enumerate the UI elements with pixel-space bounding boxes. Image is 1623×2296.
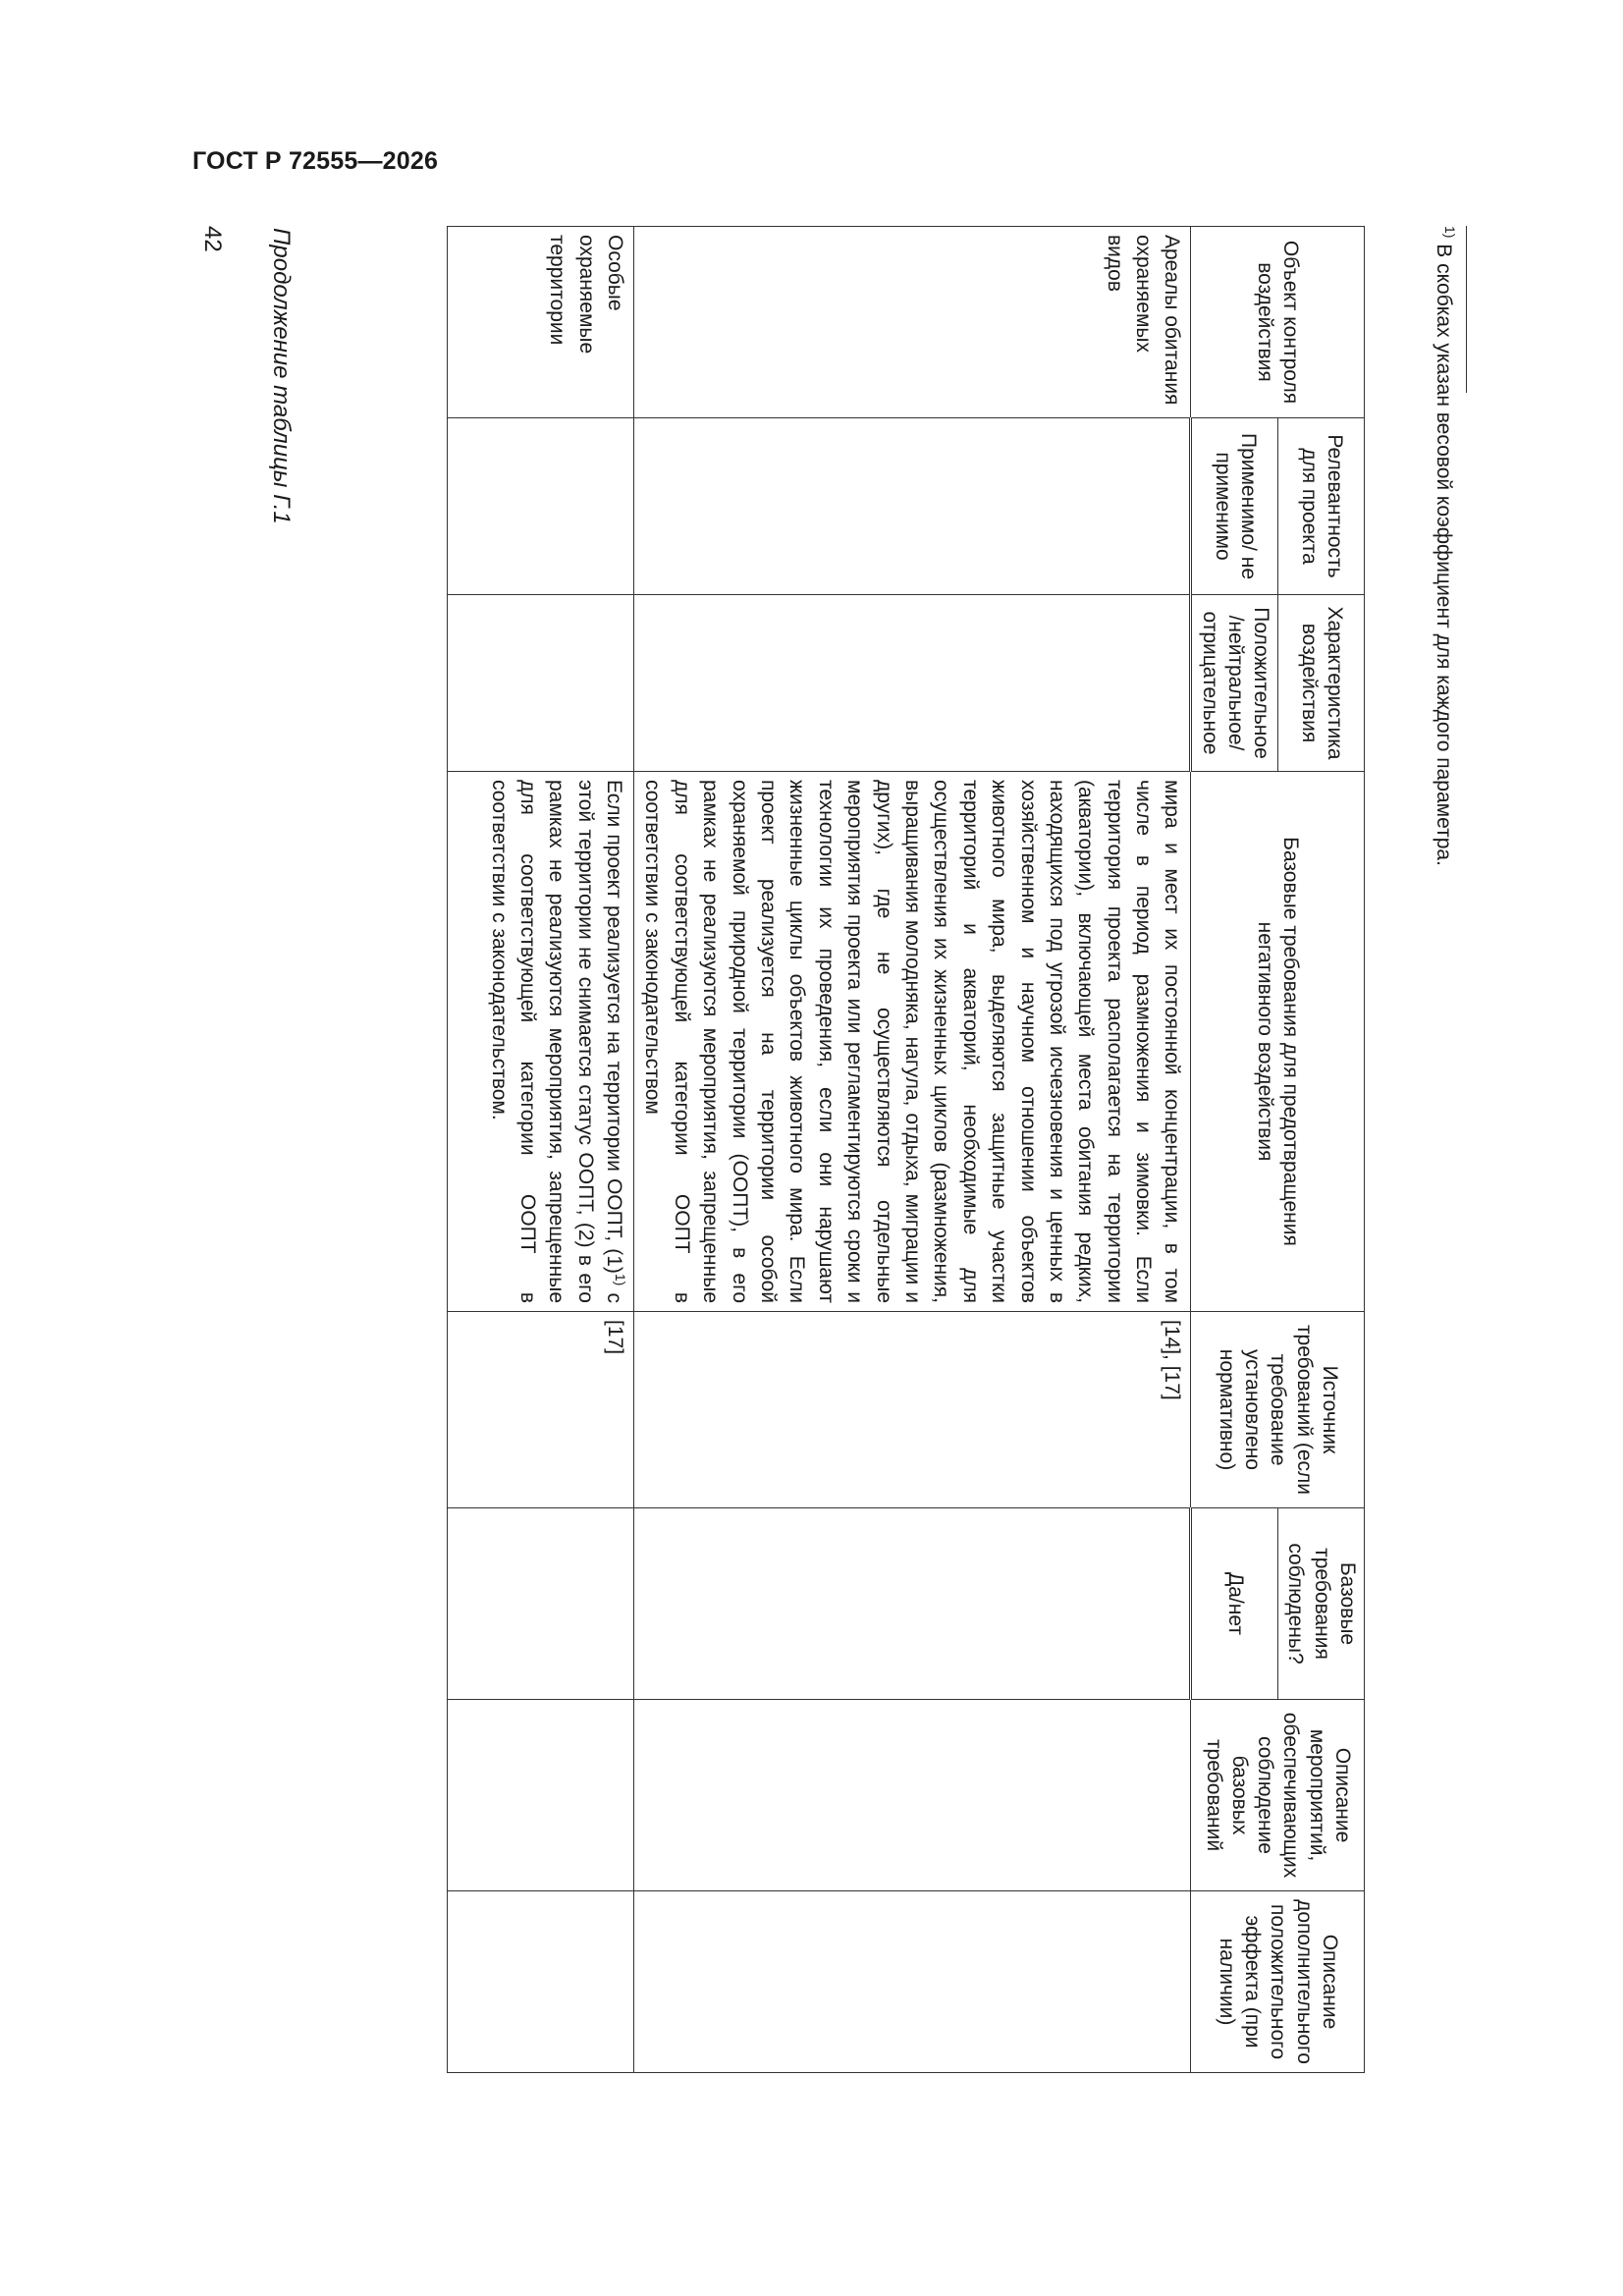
relevance-cell <box>634 418 1191 595</box>
measures-cell <box>634 1700 1191 1891</box>
relevance-cell <box>448 418 634 595</box>
extra-effect-cell <box>448 1891 634 2073</box>
header-relevance-sub: Применимо/ не применимо <box>1191 418 1278 595</box>
footnote-rule <box>1466 226 1467 393</box>
basic-text-post: с этой территории не снимается статус ООПТ, (2) в его рамках не реализуются мероприятия, запрещенные для соответствующей категории ООПТ в соответствии с законодательством. <box>487 780 626 1303</box>
impact-cell <box>634 595 1191 772</box>
footnote-ref: 1) <box>613 1273 629 1286</box>
landscape-table-area <box>199 226 1458 2072</box>
footnote-mark: 1) <box>1442 226 1458 239</box>
footnote <box>1432 226 1458 866</box>
header-relevance: Релевантность для проекта <box>1278 418 1365 595</box>
header-requirements-met: Базовые требования соблюдены? <box>1278 1508 1365 1700</box>
header-basic-requirements: Базовые требования для предотвращения негативного воздействия <box>1191 772 1365 1312</box>
source-cell: [14], [17] <box>634 1312 1191 1508</box>
document-code: ГОСТ Р 72555—2026 <box>192 147 439 175</box>
footnote-text: В скобках указан весовой коэффициент для каждого параметра. <box>1433 238 1455 866</box>
impact-cell <box>448 595 634 772</box>
source-cell: [17] <box>448 1312 634 1508</box>
table-row <box>634 227 1191 2073</box>
met-cell <box>634 1508 1191 1700</box>
basic-requirements-cell: мира и мест их постоянной концентрации, в том числе в период размножения и зимовки. Если территория проекта располагается на территории (акватории), включающей места обитания редких, находящихся под угрозой исчезновения и ценных в хозяйственном и научном отношении объектов животного мира, выделяются защитные участки территорий и акваторий, необходимые для осуществления их жизненных циклов (размножения, выращивания молодняка, нагула, отдыха, миграции и других), где не осуществляются отдельные мероприятия проекта или регламентируются сроки и технологии их проведения, если они нарушают жизненные циклы объектов животного мира. Если проект реализуется на территории особой охраняемой природной территории (ООПТ), в его рамках не реализуются мероприятия, запрещенные для соответствующей категории ООПТ в соответствии с законодательством <box>634 772 1191 1312</box>
header-met-sub: Да/нет <box>1191 1508 1278 1700</box>
requirements-table <box>447 226 1365 2073</box>
object-cell: Особые охраняемые территории <box>448 227 634 418</box>
table-row <box>448 227 634 2073</box>
header-extra-effect: Описание дополнительного положительного эффекта (при наличии) <box>1191 1891 1365 2073</box>
header-source: Источник требований (если требование установлено нормативно) <box>1191 1312 1365 1508</box>
measures-cell <box>448 1700 634 1891</box>
met-cell <box>448 1508 634 1700</box>
object-cell: Ареалы обитания охраняемых видов <box>634 227 1191 418</box>
header-impact-sub: Положительное /нейтральное/ отрицательное <box>1191 595 1278 772</box>
page-number: 42 <box>199 226 226 252</box>
basic-requirements-cell <box>448 772 634 1312</box>
header-object: Объект контроля воздействия <box>1191 227 1365 418</box>
extra-effect-cell <box>634 1891 1191 2073</box>
basic-text-pre: Если проект реализуется на территории ООПТ, (1) <box>603 780 626 1274</box>
header-impact: Характеристика воздействия <box>1278 595 1365 772</box>
header-measures: Описание мероприятий, обеспечивающих соблюдение базовых требований <box>1191 1700 1365 1891</box>
continuation-caption: Продолжение таблицы Г.1 <box>268 228 295 524</box>
